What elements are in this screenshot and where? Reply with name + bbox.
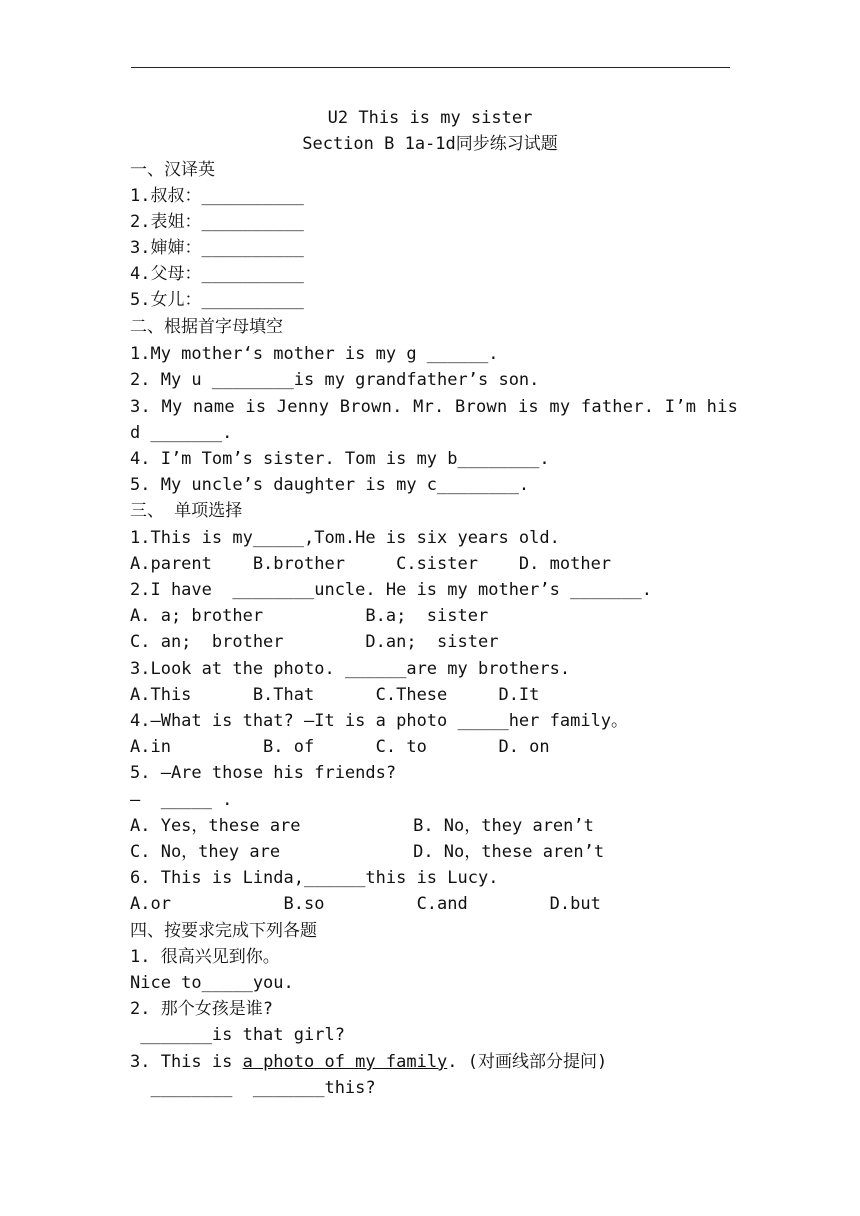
section-heading-2: 二、根据首字母填空 — [130, 317, 283, 337]
q3-underlined-phrase: a photo of my family — [242, 1052, 448, 1072]
options-line: C. an; brother D.an; sister — [130, 632, 499, 652]
section-heading-1: 一、汉译英 — [130, 160, 215, 180]
question-line: d _______. — [130, 423, 233, 443]
question-line: _______is that girl? — [130, 1025, 345, 1045]
header-rule — [131, 67, 730, 68]
question-line: 3.Look at the photo. ______are my brothers. — [130, 659, 571, 679]
question-line: 2. My u ________is my grandfather’s son. — [130, 370, 540, 390]
options-line: A.parent B.brother C.sister D. mother — [130, 554, 612, 574]
options-line: A.in B. of C. to D. on — [130, 737, 550, 757]
question-line: 1. 很高兴见到你。 — [130, 947, 280, 967]
options-line: C. No，they are D. No，these aren’t — [130, 842, 605, 862]
question-line: 5. —Are those his friends? — [130, 763, 397, 783]
question-line: — _____ . — [130, 790, 233, 810]
question-line: 6. This is Linda,______this is Lucy. — [130, 868, 499, 888]
options-line: A.This B.That C.These D.It — [130, 685, 540, 705]
question-line: Nice to_____you. — [130, 973, 294, 993]
question-line: 4. I’m Tom’s sister. Tom is my b________. — [130, 449, 550, 469]
q3-suffix: . (对画线部分提问) — [447, 1052, 608, 1072]
section-heading-4: 四、按要求完成下列各题 — [130, 921, 317, 941]
q3-prefix: 3. This is — [130, 1052, 243, 1072]
question-line: 5.女儿：__________ — [130, 290, 304, 310]
question-line — [130, 1049, 607, 1075]
question-line: 2.表姐：__________ — [130, 212, 304, 232]
question-line: 1.My mother‘s mother is my g ______. — [130, 344, 499, 364]
question-line: 2.I have ________uncle. He is my mother’s _______. — [130, 580, 652, 600]
question-line: 2. 那个女孩是谁? — [130, 999, 273, 1019]
options-line: A. a; brother B.a; sister — [130, 606, 489, 626]
options-line: A.or B.so C.and D.but — [130, 894, 601, 914]
document-title: U2 This is my sister — [327, 108, 533, 128]
options-line: A. Yes，these are B. No，they aren’t — [130, 816, 594, 836]
question-line: 1.叔叔：__________ — [130, 186, 304, 206]
question-line: 3. My name is Jenny Brown. Mr. Brown is my father. I’m his — [130, 397, 739, 417]
document-subtitle: Section B 1a-1d同步练习试题 — [302, 134, 558, 154]
question-line: 4.父母：__________ — [130, 264, 304, 284]
question-line: 1.This is my_____,Tom.He is six years old. — [130, 528, 560, 548]
question-line: 3.婶婶：__________ — [130, 238, 304, 258]
section-heading-3: 三、 单项选择 — [130, 501, 243, 521]
question-line: 4.—What is that? —It is a photo _____her family。 — [130, 711, 629, 731]
question-line: ________ _______this? — [130, 1078, 376, 1098]
question-line: 5. My uncle’s daughter is my c________. — [130, 475, 530, 495]
